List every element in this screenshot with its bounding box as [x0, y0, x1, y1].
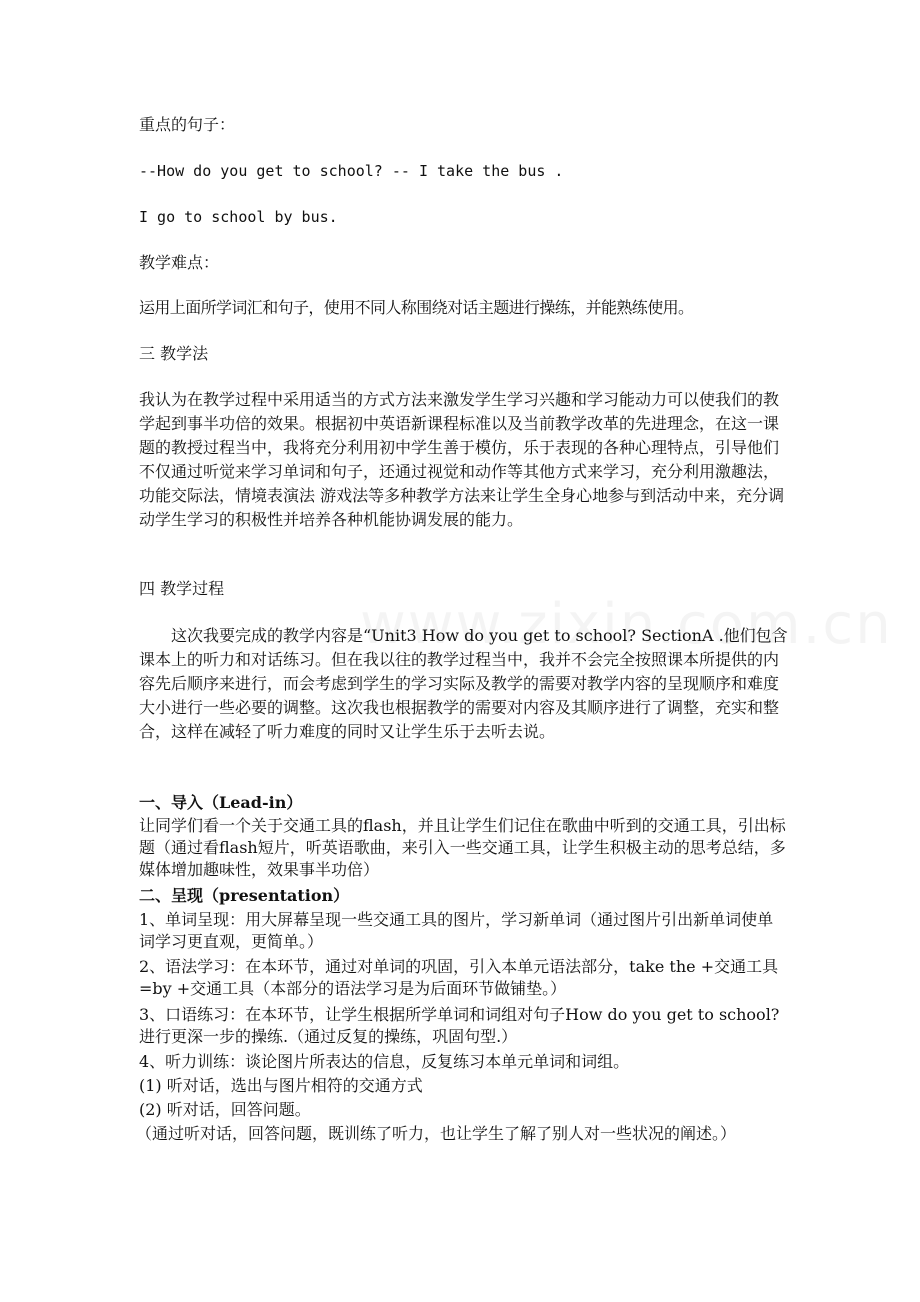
presentation-heading: 二、呈现（presentation） — [139, 886, 350, 905]
presentation-item: 2、语法学习：在本环节，通过对单词的巩固，引入本单元语法部分，take the +交通工具=by +交通工具（本部分的语法学习是为后面环节做铺垫。） — [139, 957, 779, 998]
presentation-item: （通过听对话，回答问题，既训练了听力，也让学生了解了别人对一些状况的阐述。） — [136, 1124, 737, 1143]
presentation-item: 3、口语练习：在本环节，让学生根据所学单词和词组对句子How do you get to school?进行更深一步的操练.（通过反复的操练，巩固句型.） — [139, 1005, 780, 1046]
presentation-item: (1) 听对话，选出与图片相符的交通方式 — [139, 1076, 423, 1095]
method-heading: 三 教学法 — [139, 344, 209, 363]
lead-in-heading: 一、导入（Lead-in） — [139, 793, 303, 812]
key-sentence-2: I go to school by bus. — [139, 208, 338, 226]
presentation-item: (2) 听对话，回答问题。 — [139, 1100, 311, 1119]
difficulty-text: 运用上面所学词汇和句子，使用不同人称围绕对话主题进行操练，并能熟练使用。 — [139, 298, 694, 317]
method-text: 我认为在教学过程中采用适当的方式方法来激发学生学习兴趣和学习能动力可以使我们的教学起到事半功倍的效果。根据初中英语新课程标准以及当前教学改革的先进理念，在这一课题的教授过程当中，我将充分利用初中学生善于模仿，乐于表现的各种心理特点，引导他们不仅通过听觉来学习单词和句子，还通过视觉和动作等其他方式来学习，充分利用激趣法，功能交际法，情境表演法 游戏法等多种教学方法来让学生全身心地参与到活动中来，充分调动学生学习的积极性并培养各种机能协调发展的能力。 — [139, 390, 785, 529]
difficulty-heading: 教学难点： — [139, 253, 220, 272]
process-heading: 四 教学过程 — [139, 579, 225, 598]
key-sentences-heading: 重点的句子： — [139, 115, 236, 134]
key-sentence-1: --How do you get to school? -- I take the bus . — [139, 162, 564, 180]
process-intro: 这次我要完成的教学内容是“Unit3 How do you get to school? SectionA .他们包含课本上的听力和对话练习。但在我以往的教学过程当中，我并不会完全按照课本所提供的内容先后顺序来进行，而会考虑到学生的学习实际及教学的需要对教学内容的呈现顺序和难度大小进行一些必要的调整。这次我也根据教学的需要对内容及其顺序进行了调整，充实和整合，这样在减轻了听力难度的同时又让学生乐于去听去说。 — [139, 626, 788, 741]
presentation-item: 1、单词呈现：用大屏幕呈现一些交通工具的图片，学习新单词（通过图片引出新单词使单词学习更直观，更简单。） — [139, 910, 774, 951]
presentation-item: 4、听力训练：谈论图片所表达的信息，反复练习本单元单词和词组。 — [139, 1052, 630, 1071]
lead-in-text: 让同学们看一个关于交通工具的flash，并且让学生们记住在歌曲中听到的交通工具，引出标题（通过看flash短片，听英语歌曲，来引入一些交通工具，让学生积极主动的思考总结，多媒体增加趣味性，效果事半功倍） — [139, 816, 786, 879]
